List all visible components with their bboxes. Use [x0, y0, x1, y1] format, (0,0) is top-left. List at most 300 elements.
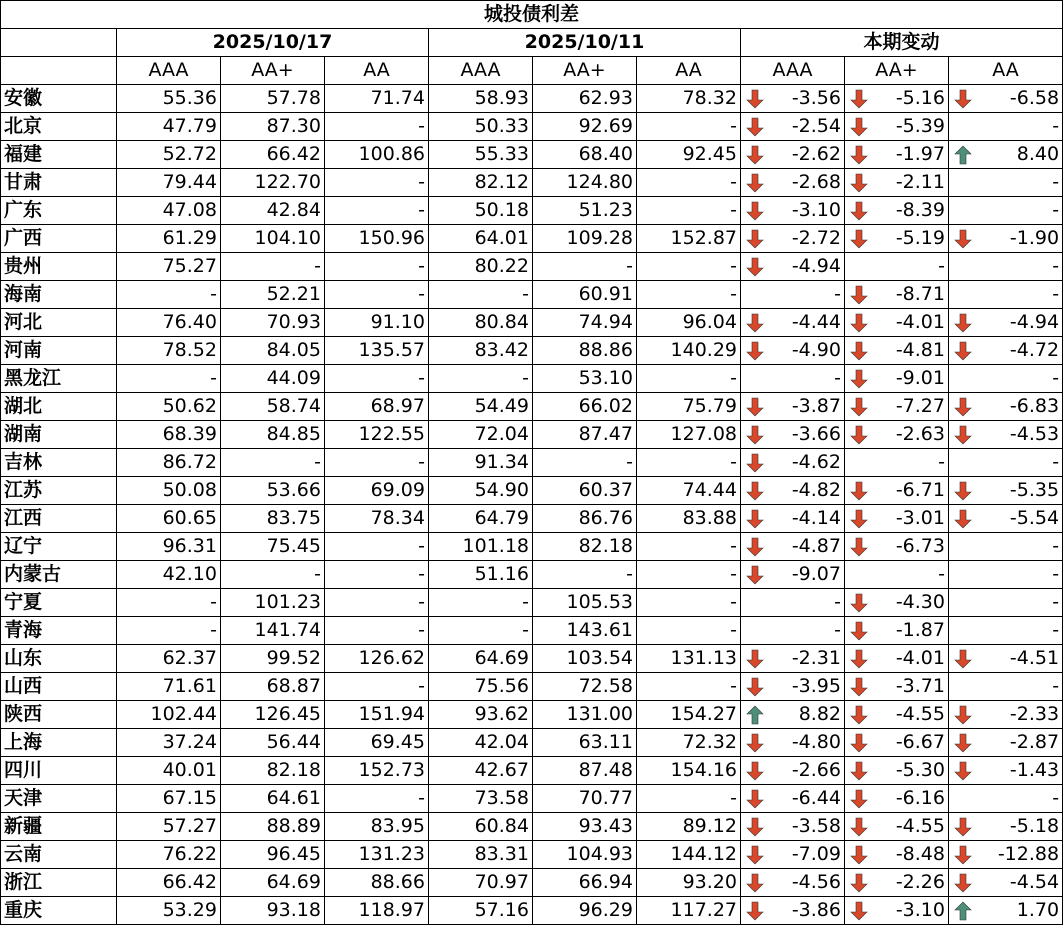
change-aa-cell: [949, 561, 1063, 589]
current-aa-plus-cell: 52.21: [221, 281, 325, 309]
previous-aa-cell: 72.32: [637, 729, 741, 757]
arrow-down-icon: [953, 845, 973, 865]
change-value: -: [1052, 199, 1060, 221]
change-value: -4.14: [791, 507, 841, 529]
arrow-down-icon: [745, 537, 765, 557]
previous-aa-cell: -: [637, 197, 741, 225]
group-header-row: [1, 29, 1063, 57]
previous-aa-cell: -: [637, 533, 741, 561]
change-value: -8.71: [895, 283, 945, 305]
change-aa-plus-cell: [845, 645, 949, 673]
change-aaa-cell: [741, 197, 845, 225]
arrow-down-icon: [745, 761, 765, 781]
change-value: -1.43: [1009, 759, 1060, 781]
change-aa-plus-cell: [845, 897, 949, 925]
change-value: -5.30: [895, 759, 945, 781]
table-row: [1, 841, 1063, 869]
change-value: -2.66: [791, 759, 841, 781]
current-aa-plus-cell: 57.78: [221, 85, 325, 113]
arrow-down-icon: [745, 509, 765, 529]
change-aa-plus-cell: [845, 757, 949, 785]
current-aaa-cell: 67.15: [117, 785, 221, 813]
change-value: 8.82: [798, 703, 841, 725]
change-value: -4.56: [791, 871, 841, 893]
change-aa-plus-cell: [845, 617, 949, 645]
change-value: -4.62: [791, 451, 841, 473]
current-aaa-cell: -: [117, 617, 221, 645]
previous-aaa-cell: 70.97: [429, 869, 533, 897]
current-aa-plus-cell: 70.93: [221, 309, 325, 337]
table-row: [1, 673, 1063, 701]
change-aaa-cell: [741, 113, 845, 141]
previous-aa-cell: -: [637, 113, 741, 141]
rating-header-aa: AA: [637, 57, 741, 85]
previous-aa-plus-cell: 53.10: [533, 365, 637, 393]
previous-aa-plus-cell: 131.00: [533, 701, 637, 729]
change-aa-plus-cell: [845, 141, 949, 169]
change-value: -2.63: [895, 423, 945, 445]
previous-aa-cell: -: [637, 281, 741, 309]
current-aa-cell: 83.95: [325, 813, 429, 841]
previous-aa-plus-cell: 86.76: [533, 505, 637, 533]
change-aa-cell: [949, 533, 1063, 561]
current-aa-cell: 122.55: [325, 421, 429, 449]
province-cell: 湖南: [1, 421, 117, 449]
current-aa-cell: 71.74: [325, 85, 429, 113]
current-aa-plus-cell: 64.69: [221, 869, 325, 897]
current-aa-cell: 118.97: [325, 897, 429, 925]
table-row: [1, 785, 1063, 813]
title-row: [1, 1, 1063, 29]
change-value: -4.44: [791, 311, 841, 333]
previous-aaa-cell: 54.90: [429, 477, 533, 505]
arrow-down-icon: [745, 901, 765, 921]
previous-aa-cell: 154.27: [637, 701, 741, 729]
previous-aaa-cell: 60.84: [429, 813, 533, 841]
previous-aaa-cell: 50.18: [429, 197, 533, 225]
current-aa-plus-cell: 75.45: [221, 533, 325, 561]
change-aaa-cell: [741, 785, 845, 813]
change-value: -3.58: [791, 815, 841, 837]
change-value: -6.44: [791, 787, 841, 809]
change-value: -4.53: [1009, 423, 1060, 445]
arrow-down-icon: [849, 621, 869, 641]
arrow-down-icon: [953, 705, 973, 725]
previous-aa-plus-cell: 103.54: [533, 645, 637, 673]
previous-aa-plus-cell: 60.91: [533, 281, 637, 309]
current-aaa-cell: 60.65: [117, 505, 221, 533]
current-aa-cell: -: [325, 113, 429, 141]
change-aa-plus-cell: [845, 673, 949, 701]
arrow-down-icon: [745, 481, 765, 501]
current-aaa-cell: 53.29: [117, 897, 221, 925]
previous-aa-plus-cell: 63.11: [533, 729, 637, 757]
province-cell: 浙江: [1, 869, 117, 897]
previous-aa-plus-cell: 93.43: [533, 813, 637, 841]
change-value: -7.09: [791, 843, 841, 865]
arrow-up-icon: [953, 145, 973, 165]
table-row: [1, 477, 1063, 505]
change-value: -: [834, 591, 841, 613]
rating-header-aaa: AAA: [429, 57, 533, 85]
previous-aa-cell: 78.32: [637, 85, 741, 113]
table-row: [1, 449, 1063, 477]
rating-header-aaa: AAA: [117, 57, 221, 85]
change-aaa-cell: [741, 617, 845, 645]
arrow-down-icon: [745, 789, 765, 809]
previous-aa-plus-cell: 92.69: [533, 113, 637, 141]
previous-aaa-cell: -: [429, 365, 533, 393]
change-value: -2.68: [791, 171, 841, 193]
current-aa-plus-cell: 122.70: [221, 169, 325, 197]
change-aa-cell: [949, 225, 1063, 253]
previous-aaa-cell: 80.22: [429, 253, 533, 281]
current-aa-plus-cell: 82.18: [221, 757, 325, 785]
change-value: -4.30: [895, 591, 945, 613]
current-aaa-cell: 96.31: [117, 533, 221, 561]
change-aa-cell: [949, 729, 1063, 757]
change-value: -: [1052, 115, 1060, 137]
arrow-down-icon: [745, 565, 765, 585]
arrow-down-icon: [745, 229, 765, 249]
previous-aa-cell: 127.08: [637, 421, 741, 449]
table-row: [1, 337, 1063, 365]
change-value: -2.72: [791, 227, 841, 249]
change-value: -: [1052, 675, 1060, 697]
previous-aaa-cell: 72.04: [429, 421, 533, 449]
change-aaa-cell: [741, 141, 845, 169]
change-value: -3.86: [791, 899, 841, 921]
current-aaa-cell: 62.37: [117, 645, 221, 673]
change-value: -4.01: [895, 647, 945, 669]
change-value: 8.40: [1016, 143, 1060, 165]
previous-aa-plus-cell: 72.58: [533, 673, 637, 701]
table-row: [1, 281, 1063, 309]
arrow-down-icon: [745, 649, 765, 669]
current-aaa-cell: 40.01: [117, 757, 221, 785]
change-value: -: [1052, 619, 1060, 641]
change-aa-plus-cell: [845, 197, 949, 225]
arrow-down-icon: [953, 817, 973, 837]
previous-aa-cell: 74.44: [637, 477, 741, 505]
change-aa-plus-cell: [845, 253, 949, 281]
province-cell: 四川: [1, 757, 117, 785]
current-aa-cell: 69.45: [325, 729, 429, 757]
change-aaa-cell: [741, 505, 845, 533]
previous-aaa-cell: 91.34: [429, 449, 533, 477]
current-aa-plus-cell: -: [221, 449, 325, 477]
change-aa-cell: [949, 141, 1063, 169]
current-aaa-cell: 76.22: [117, 841, 221, 869]
current-aa-plus-cell: 58.74: [221, 393, 325, 421]
arrow-down-icon: [849, 537, 869, 557]
table-row: [1, 309, 1063, 337]
previous-aaa-cell: 42.67: [429, 757, 533, 785]
table-row: [1, 869, 1063, 897]
change-aa-plus-cell: [845, 393, 949, 421]
previous-aa-plus-cell: -: [533, 253, 637, 281]
previous-aaa-cell: 93.62: [429, 701, 533, 729]
province-cell: 海南: [1, 281, 117, 309]
arrow-down-icon: [745, 733, 765, 753]
previous-aa-plus-cell: 96.29: [533, 897, 637, 925]
change-value: -: [1052, 591, 1060, 613]
corner-cell: [1, 57, 117, 85]
change-aaa-cell: [741, 701, 845, 729]
previous-aaa-cell: 51.16: [429, 561, 533, 589]
previous-aa-plus-cell: 70.77: [533, 785, 637, 813]
province-cell: 山东: [1, 645, 117, 673]
change-value: -4.55: [895, 703, 945, 725]
previous-aa-plus-cell: 87.48: [533, 757, 637, 785]
previous-aaa-cell: 55.33: [429, 141, 533, 169]
arrow-down-icon: [745, 313, 765, 333]
current-aaa-cell: 86.72: [117, 449, 221, 477]
current-aaa-cell: -: [117, 589, 221, 617]
arrow-down-icon: [849, 173, 869, 193]
previous-aa-cell: -: [637, 365, 741, 393]
current-aaa-cell: 37.24: [117, 729, 221, 757]
arrow-down-icon: [849, 481, 869, 501]
change-aa-cell: [949, 645, 1063, 673]
current-aa-plus-cell: 68.87: [221, 673, 325, 701]
change-value: -: [1052, 171, 1060, 193]
change-value: -: [834, 619, 841, 641]
change-aa-plus-cell: [845, 169, 949, 197]
change-aaa-cell: [741, 673, 845, 701]
current-aa-cell: 152.73: [325, 757, 429, 785]
previous-aa-plus-cell: 74.94: [533, 309, 637, 337]
change-value: -6.83: [1009, 395, 1060, 417]
province-cell: 宁夏: [1, 589, 117, 617]
rating-header-aa: AA: [949, 57, 1063, 85]
change-aaa-cell: [741, 869, 845, 897]
table-row: [1, 897, 1063, 925]
table-row: [1, 197, 1063, 225]
change-aa-cell: [949, 757, 1063, 785]
previous-aa-cell: 144.12: [637, 841, 741, 869]
change-aaa-cell: [741, 309, 845, 337]
arrow-down-icon: [745, 677, 765, 697]
table-body: [1, 85, 1063, 925]
change-value: -3.66: [791, 423, 841, 445]
province-cell: 安徽: [1, 85, 117, 113]
change-value: -: [938, 255, 945, 277]
change-aa-plus-cell: [845, 701, 949, 729]
change-aaa-cell: [741, 393, 845, 421]
change-value: -4.55: [895, 815, 945, 837]
current-aaa-cell: 42.10: [117, 561, 221, 589]
arrow-down-icon: [849, 313, 869, 333]
change-value: -: [938, 451, 945, 473]
arrow-down-icon: [849, 845, 869, 865]
previous-aaa-cell: 73.58: [429, 785, 533, 813]
arrow-down-icon: [849, 789, 869, 809]
arrow-down-icon: [745, 397, 765, 417]
current-aa-cell: 91.10: [325, 309, 429, 337]
current-aaa-cell: 61.29: [117, 225, 221, 253]
current-aaa-cell: 75.27: [117, 253, 221, 281]
current-aa-plus-cell: 88.89: [221, 813, 325, 841]
province-cell: 福建: [1, 141, 117, 169]
current-aaa-cell: 47.79: [117, 113, 221, 141]
change-aa-plus-cell: [845, 589, 949, 617]
current-aa-plus-cell: 42.84: [221, 197, 325, 225]
previous-aa-cell: 154.16: [637, 757, 741, 785]
change-value: -4.82: [791, 479, 841, 501]
arrow-down-icon: [849, 873, 869, 893]
current-aa-plus-cell: 44.09: [221, 365, 325, 393]
arrow-down-icon: [953, 733, 973, 753]
change-value: -4.72: [1009, 339, 1060, 361]
arrow-down-icon: [849, 285, 869, 305]
change-aaa-cell: [741, 897, 845, 925]
change-value: -2.54: [791, 115, 841, 137]
previous-aa-plus-cell: 87.47: [533, 421, 637, 449]
province-cell: 甘肃: [1, 169, 117, 197]
table-row: [1, 85, 1063, 113]
arrow-down-icon: [849, 425, 869, 445]
previous-aa-cell: 140.29: [637, 337, 741, 365]
change-aa-cell: [949, 701, 1063, 729]
arrow-down-icon: [745, 89, 765, 109]
current-aa-plus-cell: 84.05: [221, 337, 325, 365]
table-row: [1, 141, 1063, 169]
current-aa-cell: -: [325, 281, 429, 309]
change-aaa-cell: [741, 729, 845, 757]
change-aa-cell: [949, 589, 1063, 617]
change-value: -9.01: [895, 367, 945, 389]
change-value: -6.73: [895, 535, 945, 557]
change-aa-plus-cell: [845, 561, 949, 589]
change-aa-cell: [949, 477, 1063, 505]
arrow-down-icon: [849, 649, 869, 669]
current-aa-cell: 68.97: [325, 393, 429, 421]
previous-aaa-cell: 58.93: [429, 85, 533, 113]
current-aa-plus-cell: 99.52: [221, 645, 325, 673]
change-aaa-cell: [741, 281, 845, 309]
arrow-down-icon: [849, 901, 869, 921]
province-cell: 内蒙古: [1, 561, 117, 589]
change-value: -: [1052, 563, 1060, 585]
current-aa-cell: 69.09: [325, 477, 429, 505]
change-aaa-cell: [741, 645, 845, 673]
province-cell: 重庆: [1, 897, 117, 925]
change-value: -1.90: [1009, 227, 1060, 249]
change-value: -5.18: [1009, 815, 1060, 837]
current-aa-cell: 131.23: [325, 841, 429, 869]
change-aaa-cell: [741, 589, 845, 617]
rating-header-aa-plus: AA+: [533, 57, 637, 85]
change-value: -3.10: [895, 899, 945, 921]
previous-aaa-cell: 83.42: [429, 337, 533, 365]
previous-aa-cell: -: [637, 169, 741, 197]
change-value: -: [1052, 255, 1060, 277]
change-value: -4.87: [791, 535, 841, 557]
change-aa-cell: [949, 897, 1063, 925]
arrow-down-icon: [849, 397, 869, 417]
current-aa-cell: -: [325, 365, 429, 393]
current-aaa-cell: 47.08: [117, 197, 221, 225]
previous-aa-plus-cell: 62.93: [533, 85, 637, 113]
previous-aa-plus-cell: 66.02: [533, 393, 637, 421]
arrow-down-icon: [849, 201, 869, 221]
change-value: 1.70: [1016, 899, 1060, 921]
change-aa-cell: [949, 421, 1063, 449]
arrow-down-icon: [953, 873, 973, 893]
previous-aaa-cell: 64.01: [429, 225, 533, 253]
arrow-down-icon: [849, 145, 869, 165]
change-value: -2.26: [895, 871, 945, 893]
current-aa-cell: 126.62: [325, 645, 429, 673]
table-row: [1, 645, 1063, 673]
table-row: [1, 169, 1063, 197]
change-aaa-cell: [741, 365, 845, 393]
arrow-down-icon: [849, 593, 869, 613]
current-aaa-cell: 78.52: [117, 337, 221, 365]
previous-aaa-cell: 83.31: [429, 841, 533, 869]
change-aa-plus-cell: [845, 785, 949, 813]
previous-aaa-cell: 54.49: [429, 393, 533, 421]
change-aa-plus-cell: [845, 729, 949, 757]
change-value: -3.10: [791, 199, 841, 221]
change-value: -: [1052, 451, 1060, 473]
change-value: -2.33: [1009, 703, 1060, 725]
change-value: -6.67: [895, 731, 945, 753]
change-aa-plus-cell: [845, 113, 949, 141]
previous-aa-cell: 75.79: [637, 393, 741, 421]
change-aa-plus-cell: [845, 477, 949, 505]
change-aa-plus-cell: [845, 505, 949, 533]
province-cell: 广东: [1, 197, 117, 225]
arrow-down-icon: [849, 369, 869, 389]
change-value: -1.87: [895, 619, 945, 641]
change-value: -3.56: [791, 87, 841, 109]
change-value: -2.11: [895, 171, 945, 193]
change-value: -: [1052, 787, 1060, 809]
change-aa-plus-cell: [845, 449, 949, 477]
current-aaa-cell: 66.42: [117, 869, 221, 897]
province-cell: 天津: [1, 785, 117, 813]
change-value: -5.35: [1009, 479, 1060, 501]
table-row: [1, 393, 1063, 421]
current-aa-plus-cell: 83.75: [221, 505, 325, 533]
arrow-down-icon: [745, 201, 765, 221]
arrow-down-icon: [953, 649, 973, 669]
change-value: -4.54: [1009, 871, 1060, 893]
arrow-down-icon: [849, 509, 869, 529]
change-aa-plus-cell: [845, 225, 949, 253]
change-aa-plus-cell: [845, 365, 949, 393]
change-value: -2.31: [791, 647, 841, 669]
change-aa-plus-cell: [845, 421, 949, 449]
previous-aaa-cell: 82.12: [429, 169, 533, 197]
arrow-up-icon: [953, 901, 973, 921]
current-aa-plus-cell: 87.30: [221, 113, 325, 141]
table-title: 城投债利差: [1, 1, 1063, 29]
current-aaa-cell: 57.27: [117, 813, 221, 841]
current-aa-plus-cell: 104.10: [221, 225, 325, 253]
table-row: [1, 505, 1063, 533]
rating-header-aa-plus: AA+: [221, 57, 325, 85]
table-row: [1, 113, 1063, 141]
arrow-down-icon: [745, 845, 765, 865]
rating-header-aa-plus: AA+: [845, 57, 949, 85]
previous-aa-cell: 92.45: [637, 141, 741, 169]
table-row: [1, 617, 1063, 645]
current-aaa-cell: 50.62: [117, 393, 221, 421]
change-value: -4.94: [791, 255, 841, 277]
